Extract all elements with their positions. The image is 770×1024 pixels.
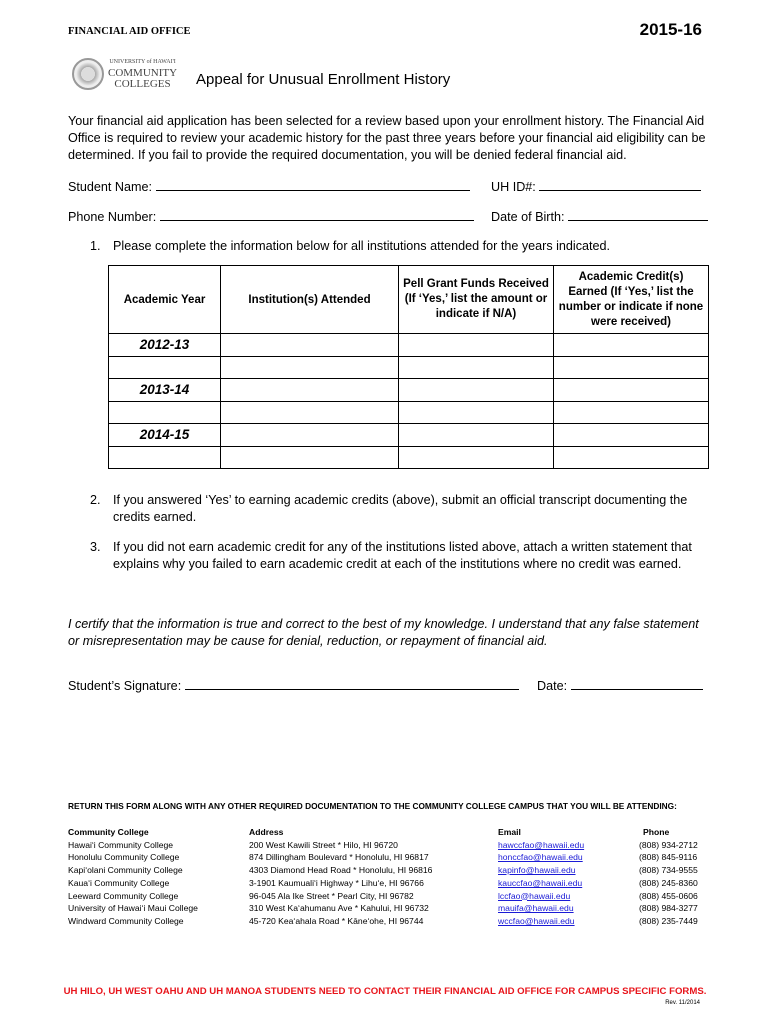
- student-name-field[interactable]: [68, 178, 470, 196]
- cell[interactable]: [554, 401, 709, 424]
- contacts-header: Phone: [643, 827, 670, 837]
- college-address: 200 West Kawili Street * Hilo, HI 96720: [249, 839, 398, 850]
- college-address: 4303 Diamond Head Road * Honolulu, HI 96816: [249, 865, 433, 876]
- college-phone: (808) 934-2712: [639, 839, 698, 850]
- college-phone: (808) 984-3277: [639, 903, 698, 914]
- intro-text: Your financial aid application has been selected for a review based upon your enrollment history. The Financial Aid Office is required to review your academic history for the past three years before your financial aid eligibility can be determined. If you fail to provide the required documentation, you will be denied federal financial aid.: [68, 114, 706, 162]
- college-email-link[interactable]: lccfao@hawaii.edu: [498, 890, 571, 901]
- college-name: Hawai‘i Community College: [68, 839, 174, 850]
- label: Date of Birth:: [491, 210, 565, 224]
- college-email-link[interactable]: mauifa@hawaii.edu: [498, 903, 574, 914]
- col-header: Academic Year: [109, 266, 221, 334]
- cell[interactable]: [554, 356, 709, 379]
- table-row: [109, 356, 709, 379]
- dob-field[interactable]: [491, 208, 708, 226]
- table-row: [109, 401, 709, 424]
- college-email-link[interactable]: hawccfao@hawaii.edu: [498, 839, 585, 850]
- date-field[interactable]: [537, 677, 703, 695]
- cell[interactable]: [554, 379, 709, 402]
- college-address: 310 West Ka‘ahumanu Ave * Kahului, HI 96732: [249, 903, 429, 914]
- contacts-header: Email: [498, 827, 521, 837]
- cell[interactable]: [109, 356, 221, 379]
- phone-field[interactable]: [68, 208, 474, 226]
- college-phone: (808) 845-9116: [639, 852, 698, 863]
- item-number: 1.: [90, 239, 101, 253]
- cell[interactable]: [221, 334, 399, 357]
- label: Phone Number:: [68, 210, 157, 224]
- college-email-link[interactable]: kauccfao@hawaii.edu: [498, 877, 583, 888]
- table-row: [109, 424, 709, 447]
- contacts-address-col: [249, 826, 432, 928]
- logo-line: COMMUNITY: [108, 67, 178, 79]
- revision-label: Rev. 11/2014: [665, 1000, 700, 1006]
- campus-warning: UH HILO, UH WEST OAHU AND UH MANOA STUDENTS NEED TO CONTACT THEIR FINANCIAL AID OFFICE FOR CAMPUS SPECIFIC FORMS.: [63, 986, 707, 997]
- college-email-link[interactable]: wccfao@hawaii.edu: [498, 915, 575, 926]
- logo-line: COLLEGES: [114, 78, 171, 90]
- college-email-link[interactable]: honccfao@hawaii.edu: [498, 852, 583, 863]
- contacts-header: Address: [249, 827, 284, 837]
- cell[interactable]: [399, 379, 554, 402]
- item-number: 2.: [90, 493, 101, 507]
- signature-field[interactable]: [68, 677, 519, 695]
- cell[interactable]: [554, 424, 709, 447]
- return-note: RETURN THIS FORM ALONG WITH ANY OTHER REQUIRED DOCUMENTATION TO THE COMMUNITY COLLEGE CAMPUS THAT YOU WILL BE ATTENDING:: [68, 801, 677, 811]
- cell[interactable]: [399, 424, 554, 447]
- cell[interactable]: [399, 356, 554, 379]
- cell[interactable]: [221, 379, 399, 402]
- cell[interactable]: [221, 401, 399, 424]
- college-name: Kaua‘i Community College: [68, 877, 170, 888]
- col-header: Academic Credit(s) Earned (If ‘Yes,’ list the number or indicate if none were received): [554, 266, 709, 334]
- cell[interactable]: [399, 401, 554, 424]
- college-address: 96-045 Ala Ike Street * Pearl City, HI 96782: [249, 890, 414, 901]
- college-name: Windward Community College: [68, 915, 184, 926]
- enrollment-table: [108, 265, 709, 469]
- college-address: 874 Dillingham Boulevard * Honolulu, HI 96817: [249, 852, 429, 863]
- cell[interactable]: [221, 424, 399, 447]
- cell[interactable]: [554, 446, 709, 469]
- uh-id-field[interactable]: [491, 178, 701, 196]
- college-name: Leeward Community College: [68, 890, 179, 901]
- college-address: 3-1901 Kaumuali‘i Highway * Lihu‘e, HI 96766: [249, 877, 424, 888]
- contacts-email-col: [498, 826, 584, 928]
- col-header: Institution(s) Attended: [221, 266, 399, 334]
- col-header: Pell Grant Funds Received (If ‘Yes,’ list the amount or indicate if N/A): [399, 266, 554, 334]
- year-cell: 2013-14: [109, 379, 221, 402]
- table-row: [109, 379, 709, 402]
- contacts-phone-col: [639, 826, 698, 928]
- college-name: University of Hawai‘i Maui College: [68, 903, 198, 914]
- label: UH ID#:: [491, 180, 536, 194]
- label: Student’s Signature:: [68, 679, 182, 693]
- cell[interactable]: [221, 356, 399, 379]
- college-phone: (808) 734-9555: [639, 865, 698, 876]
- cell[interactable]: [399, 334, 554, 357]
- college-name: Honolulu Community College: [68, 852, 180, 863]
- certification-text: I certify that the information is true and correct to the best of my knowledge. I understand that any false statement or misrepresentation may be cause for denial, reduction, or repayment of financial aid.: [68, 617, 699, 648]
- college-phone: (808) 235-7449: [639, 915, 698, 926]
- item-number: 3.: [90, 540, 101, 554]
- office-label: FINANCIAL AID OFFICE: [68, 26, 191, 37]
- contacts-header: Community College: [68, 827, 149, 837]
- college-name: Kapi‘olani Community College: [68, 865, 183, 876]
- academic-year: 2015-16: [639, 20, 702, 39]
- year-cell: 2012-13: [109, 334, 221, 357]
- college-address: 45-720 Kea‘ahala Road * Kāne‘ohe, HI 96744: [249, 915, 424, 926]
- label: Student Name:: [68, 180, 153, 194]
- cell[interactable]: [109, 401, 221, 424]
- page-title: Appeal for Unusual Enrollment History: [196, 71, 451, 88]
- logo: [108, 57, 177, 90]
- logo-line: UNIVERSITY of HAWAI'I: [109, 59, 176, 65]
- cell[interactable]: [221, 446, 399, 469]
- table-row: [109, 334, 709, 357]
- item-text: If you answered ‘Yes’ to earning academic credits (above), submit an official transcript documenting the credits earned.: [113, 493, 688, 524]
- year-cell: 2014-15: [109, 424, 221, 447]
- table-row: [109, 446, 709, 469]
- contacts-college-col: [68, 826, 198, 928]
- item-text: If you did not earn academic credit for any of the institutions listed above, attach a written statement that explains why you failed to earn academic credit at each of the institutions where no credit was earned.: [113, 540, 692, 571]
- cell[interactable]: [109, 446, 221, 469]
- label: Date:: [537, 679, 568, 693]
- college-phone: (808) 245-8360: [639, 877, 698, 888]
- college-phone: (808) 455-0606: [639, 890, 698, 901]
- seal-icon: [72, 58, 104, 90]
- cell[interactable]: [554, 334, 709, 357]
- college-email-link[interactable]: kapinfo@hawaii.edu: [498, 865, 576, 876]
- item-text: Please complete the information below for all institutions attended for the years indicated.: [113, 239, 611, 253]
- cell[interactable]: [399, 446, 554, 469]
